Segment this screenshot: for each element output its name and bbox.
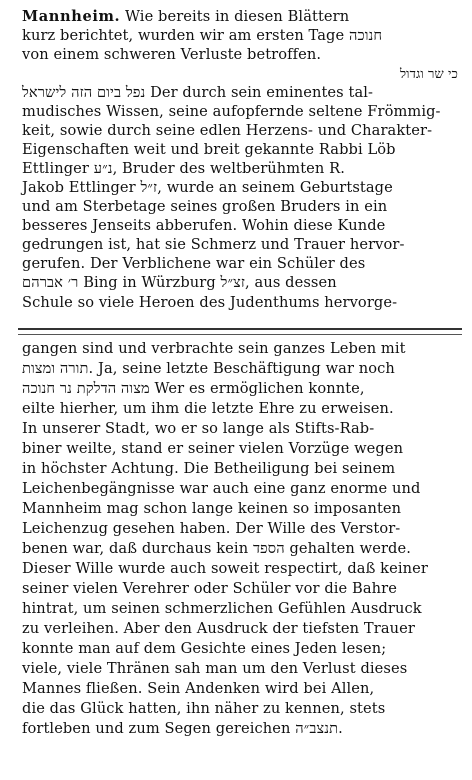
text-line-13: gedrungen ist, hat sie Schmerz und Trauer hervor- xyxy=(22,236,405,253)
text-line-34: Mannes fließen. Sein Andenken wird bei Allen, xyxy=(22,680,375,697)
text-line-23: in höchster Achtung. Die Betheiligung bei seinem xyxy=(22,460,396,477)
text-line-26: Leichenzug gesehen haben. Der Wille des Verstor- xyxy=(22,520,401,537)
text-line-2: kurz berichtet, wurden wir am ersten Tage חנוכה xyxy=(22,27,383,44)
text-line-8: Eigenschaften weit und breit gekannte Rabbi Löb xyxy=(22,141,396,158)
lower-column-fragment xyxy=(0,334,472,774)
text-line-14: gerufen. Der Verblichene war ein Schüler des xyxy=(22,255,366,272)
text-line-27: benen war, daß durchaus kein הספד gehalten werde. xyxy=(22,540,411,557)
text-line-25: Mannheim mag schon lange keinen so imposanten xyxy=(22,500,402,517)
text-line-3: von einem schweren Verluste betroffen. xyxy=(22,46,322,63)
text-line-29: seiner vielen Verehrer oder Schüler vor die Bahre xyxy=(22,580,397,597)
text-line-36: fortleben und zum Segen gereichen תנצב״ה. xyxy=(22,720,343,737)
text-line-21: In unserer Stadt, wo er so lange als Stifts-Rab- xyxy=(22,420,375,437)
text-line-22: biner weilte, stand er seiner vielen Vorzüge wegen xyxy=(22,440,404,457)
text-line-32: konnte man auf dem Gesichte eines Jeden lesen; xyxy=(22,640,387,657)
text-line-7: keit, sowie durch seine edlen Herzens- und Charakter- xyxy=(22,122,433,139)
text-line-17: gangen sind und verbrachte sein ganzes Leben mit xyxy=(22,340,406,357)
upper-column-fragment xyxy=(0,0,472,328)
text-line-18: תורה ומצות. Ja, seine letzte Beschäftigung war noch xyxy=(22,360,395,377)
text-line-6: mudisches Wissen, seine aufopfernde seltene Frömmig- xyxy=(22,103,441,120)
dateline: Mannheim. xyxy=(22,8,121,25)
text-line-12: besseres Jenseits abberufen. Wohin diese Kunde xyxy=(22,217,386,234)
text-line-9: Ettlinger נ״ע, Bruder des weltberühmten R. xyxy=(22,160,345,177)
text-line-19: מצוה הדלקת נר חנוכה Wer es ermöglichen konnte, xyxy=(22,380,365,397)
hebrew-line: כי שר וגדול xyxy=(400,67,458,82)
text-line-24: Leichenbegängnisse war auch eine ganz enorme und xyxy=(22,480,421,497)
text-line-11: und am Sterbetage seines großen Bruders in ein xyxy=(22,198,388,215)
text-line-30: hintrat, um seinen schmerzlichen Gefühlen Ausdruck xyxy=(22,600,422,617)
text-line-28: Dieser Wille wurde auch soweit respectirt, daß keiner xyxy=(22,560,428,577)
text-line-31: zu verleihen. Aber den Ausdruck der tiefsten Trauer xyxy=(22,620,415,637)
text-line-15: ר׳ אברהם Bing in Würzburg זצ״ל, aus dessen xyxy=(22,274,337,291)
text-line-1: Mannheim. Wie bereits in diesen Blättern xyxy=(22,8,350,25)
text-line-33: viele, viele Thränen sah man um den Verlust dieses xyxy=(22,660,408,677)
text-line-10: Jakob Ettlinger ז״ל, wurde an seinem Geburtstage xyxy=(22,179,393,196)
column-divider-top xyxy=(18,328,462,330)
text-line-20: eilte hierher, um ihm die letzte Ehre zu erweisen. xyxy=(22,400,394,417)
text-line-5: נפל ביום הזה לישראל Der durch sein eminentes tal- xyxy=(22,84,374,101)
text-line-35: die das Glück hatten, ihn näher zu kennen, stets xyxy=(22,700,386,717)
text-line-16: Schule so viele Heroen des Judenthums hervorge- xyxy=(22,294,398,311)
